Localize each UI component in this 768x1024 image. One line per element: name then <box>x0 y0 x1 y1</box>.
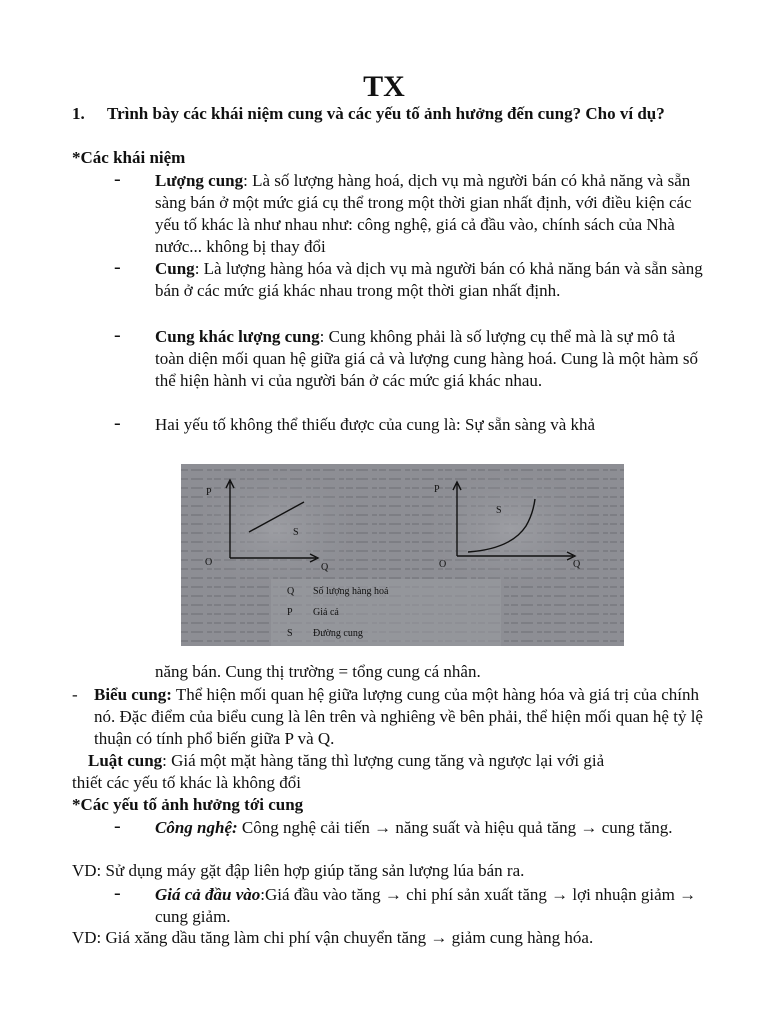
definition-cung-khac-luong-cung: : Cung không phải là số lượng cụ thể mà là sự mô tả toàn diện mối quan hệ giữa giá cả và lượng cung hàng hoá. Cung là một hàm số thể hiện hành vi của người bán ở các mức giá khác nhau. <box>155 327 698 390</box>
continuation-text: năng bán. Cung thị trường = tổng cung cá nhân. <box>155 662 481 681</box>
definition-cung: : Là lượng hàng hóa và dịch vụ mà người bán có khả năng bán và sẵn sàng bán ở các mức giá khác nhau trong một thời gian nhất định. <box>155 259 703 300</box>
term-gia-ca-dau-vao: Giá cả đầu vào <box>155 885 261 904</box>
definition-bieu-cung: Thể hiện mối quan hệ giữa lượng cung của một hàng hóa và giá trị của chính nó. Đặc điểm của biểu cung là lên trên và nghiêng về bên phải, thể hiện mối quan hệ tỷ lệ thuận có tính phổ biến giữa P và Q. <box>94 685 703 748</box>
supply-curve-figure <box>181 464 624 646</box>
legend-row-s <box>287 628 363 639</box>
right-axis-q-label: Q <box>573 559 581 570</box>
term-bieu-cung: Biểu cung: <box>94 685 172 704</box>
question-1 <box>72 103 712 125</box>
left-axis-p-label: P <box>206 487 212 498</box>
legend-text: Giá cả <box>313 607 339 618</box>
dash-bullet: - <box>114 168 121 190</box>
factor-item-gia-ca-dau-vao <box>114 884 704 928</box>
page-title: TX <box>363 70 405 103</box>
legend-symbol: P <box>287 607 293 618</box>
example-gia-ca-dau-vao: VD: Giá xăng dầu tăng làm chi phí vận chuyển tăng → giảm cung hàng hóa. <box>72 928 594 947</box>
definition-hai-yeu-to: Hai yếu tố không thể thiếu được của cung là: Sự sẵn sàng và khả <box>155 415 596 434</box>
legend-symbol: Q <box>287 586 295 597</box>
left-origin-label: O <box>205 557 213 568</box>
dash-bullet: - <box>114 882 121 904</box>
bieu-cung-item <box>72 684 712 750</box>
luat-cung-line-1 <box>88 750 604 772</box>
left-axis-q-label: Q <box>321 562 329 573</box>
legend-symbol: S <box>287 628 293 639</box>
concept-item-cung <box>114 258 704 302</box>
question-number: 1. <box>72 104 85 123</box>
legend-text: Đường cung <box>313 628 363 639</box>
definition-gia-ca-dau-vao: :Giá đầu vào tăng → chi phí sản xuất tăng → lợi nhuận giảm → cung giảm. <box>155 885 697 926</box>
term-cung: Cung <box>155 259 195 278</box>
right-curve-label: S <box>496 505 502 516</box>
legend-row-q <box>287 586 389 597</box>
term-luong-cung: Lượng cung <box>155 171 244 190</box>
term-luat-cung: Luật cung <box>88 751 163 770</box>
figure-photo-svg <box>181 464 624 646</box>
dash-bullet: - <box>114 815 121 837</box>
legend-text: Số lượng hàng hoá <box>313 586 389 597</box>
definition-cong-nghe: Công nghệ cải tiến → năng suất và hiệu quả tăng → cung tăng. <box>237 818 673 837</box>
concept-item-hai-yeu-to <box>114 414 704 436</box>
term-cung-khac-luong-cung: Cung khác lượng cung <box>155 327 320 346</box>
factor-item-cong-nghe <box>114 817 704 839</box>
legend-row-p <box>287 607 339 618</box>
example-cong-nghe: VD: Sử dụng máy gặt đập liên hợp giúp tăng sản lượng lúa bán ra. <box>72 861 525 880</box>
concept-item-cung-khac-luong-cung <box>114 326 704 392</box>
dash-bullet: - <box>114 412 121 434</box>
question-text: Trình bày các khái niệm cung và các yếu tố ảnh hưởng đến cung? Cho ví dụ? <box>107 104 665 123</box>
term-cong-nghe: Công nghệ: <box>155 818 238 837</box>
section-heading-concepts: *Các khái niệm <box>72 148 186 167</box>
concept-item-luong-cung <box>114 170 704 258</box>
definition-luong-cung: : Là số lượng hàng hoá, dịch vụ mà người bán có khả năng và sẵn sàng bán ở một mức giá cụ thể trong một thời gian nhất định, với điều kiện các yếu tố khác là như nhau như: công nghệ, giá cả đầu vào, chính sách của Nhà nước... không bị thay đổi <box>155 171 692 256</box>
right-axis-p-label: P <box>434 484 440 495</box>
right-origin-label: O <box>439 559 447 570</box>
dash-bullet: - <box>114 256 121 278</box>
definition-luat-cung: : Giá một mặt hàng tăng thì lượng cung tăng và ngược lại với giả <box>162 751 605 770</box>
section-heading-factors: *Các yếu tố ảnh hưởng tới cung <box>72 795 304 814</box>
left-curve-label: S <box>293 527 299 538</box>
luat-cung-line-2: thiết các yếu tố khác là không đổi <box>72 773 301 792</box>
dash-bullet: - <box>72 685 78 704</box>
dash-bullet: - <box>114 324 121 346</box>
